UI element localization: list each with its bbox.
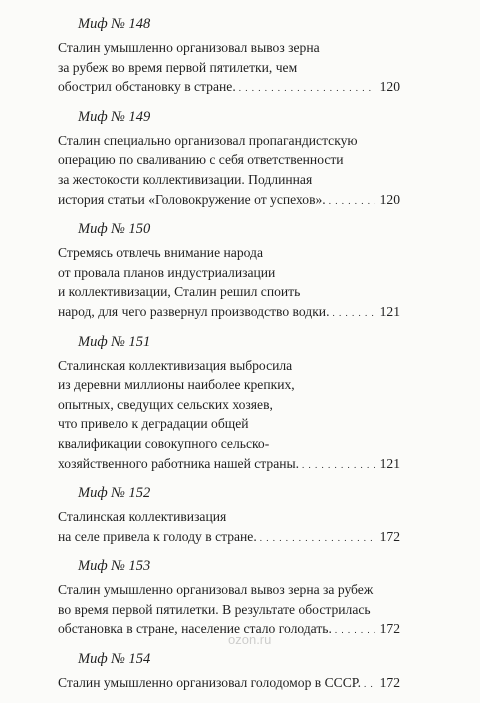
toc-entry (58, 14, 400, 99)
entry-last-line (58, 527, 400, 549)
entry-text-line: операцию по сваливанию с себя ответственности (58, 152, 344, 168)
entry-text-line: Сталинская коллективизация выбросила (58, 357, 293, 373)
entry-text-line: Сталинская коллективизация (58, 509, 227, 525)
entry-last-line (58, 190, 400, 212)
dot-leader (335, 619, 375, 641)
entry-text-line: квалификации совокупного сельско- (58, 435, 270, 451)
entry-text-line: из деревни миллионы наиболее крепких, (58, 377, 295, 393)
toc-entry (58, 483, 400, 548)
dot-leader (332, 302, 375, 324)
entry-text-line: обстановка в стране, население стало голодать. (58, 621, 332, 637)
toc-entry (58, 649, 400, 695)
entry-text-line: Сталин специально организовал пропагандистскую (58, 132, 358, 148)
entry-text-line: что привело к деградации общей (58, 416, 249, 432)
dot-leader (329, 190, 375, 212)
page-number: 172 (379, 675, 400, 691)
entry-title: Миф № 153 (78, 558, 151, 575)
toc-entry (58, 332, 400, 476)
entry-text-line: Сталин умышленно организовал вывоз зерна (58, 40, 320, 55)
entry-last-line (58, 77, 400, 99)
entry-text-line: Стремясь отвлечь внимание народа (58, 245, 263, 261)
dot-leader (239, 77, 375, 99)
table-of-contents (58, 14, 400, 703)
entry-text-line: во время первой пятилетки. В результате обострилась (58, 601, 371, 617)
page-number: 121 (379, 455, 400, 471)
entry-text-line: от провала планов индустриализации (58, 264, 276, 280)
entry-text-line: Сталин умышленно организовал вывоз зерна за рубеж (58, 582, 374, 598)
entry-title: Миф № 150 (78, 221, 151, 238)
entry-title: Миф № 154 (78, 651, 151, 668)
entry-last-line (58, 454, 400, 476)
entry-text-line: за рубеж во время первой пятилетки, чем (58, 59, 298, 75)
entry-text-line: на селе привела к голоду в стране. (58, 528, 257, 544)
watermark: ozon.ru (228, 632, 272, 647)
page-number: 120 (379, 79, 400, 95)
dot-leader (302, 454, 375, 476)
entry-text-line: Сталин умышленно организовал голодомор в СССР. (58, 675, 362, 691)
entry-title: Миф № 151 (78, 333, 151, 350)
page-number: 120 (379, 191, 400, 207)
entry-last-line (58, 302, 400, 324)
page-number: 172 (379, 621, 400, 637)
entry-text-line: народ, для чего развернул производство водки. (58, 303, 330, 319)
page-number: 172 (379, 528, 400, 544)
toc-entry (58, 107, 400, 211)
toc-entry (58, 556, 400, 641)
toc-entry (58, 219, 400, 323)
entry-title: Миф № 149 (78, 108, 151, 125)
entry-text-line: история статьи «Головокружение от успехов». (58, 191, 326, 207)
entry-text-line: обострил обстановку в стране. (58, 79, 236, 95)
dot-leader (260, 527, 375, 549)
entry-last-line (58, 673, 400, 695)
page-number: 121 (379, 303, 400, 319)
dot-leader (364, 673, 375, 695)
entry-text-line: и коллективизации, Сталин решил споить (58, 284, 301, 300)
entry-title: Миф № 152 (78, 485, 151, 502)
entry-title: Миф № 148 (78, 16, 151, 32)
entry-text-line: хозяйственного работника нашей страны. (58, 455, 300, 471)
entry-text-line: опытных, сведущих сельских хозяев, (58, 396, 273, 412)
entry-text-line: за жестокости коллективизации. Подлинная (58, 171, 313, 187)
